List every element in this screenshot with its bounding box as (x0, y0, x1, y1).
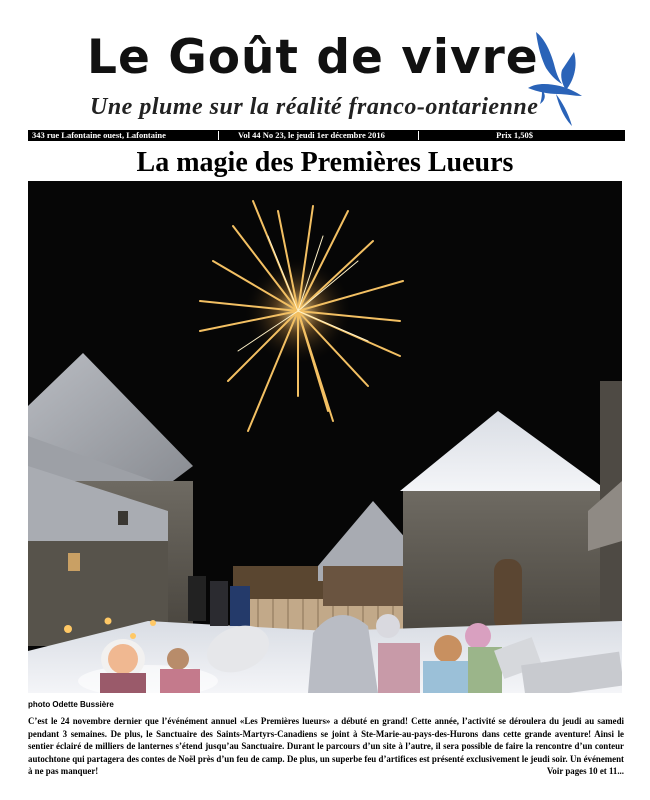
masthead (0, 0, 650, 130)
bird-icon (522, 30, 586, 128)
newspaper-title: Le Goût de vivre (87, 30, 539, 85)
issue-info-bar (28, 130, 625, 141)
address-text: 343 rue Lafontaine ouest, Lafontaine (32, 130, 166, 140)
newspaper-tagline: Une plume sur la réalité franco-ontarienne (90, 94, 539, 120)
see-pages-link[interactable]: Voir pages 10 et 11... (546, 766, 624, 777)
issue-text: Vol 44 No 23, le jeudi 1er décembre 2016 (238, 130, 385, 140)
article-text (28, 715, 624, 778)
photo-credit: photo Odette Bussière (28, 700, 114, 709)
divider (418, 131, 419, 140)
article-body: C’est le 24 novembre dernier que l’événément annuel «Les Premières lueurs» a débuté en grand! Cette année, l’activité se déroulera du jeudi au samedi pendant 3 semaines. De plus, le Sanctuaire des Saints-Martyrs-Canadiens se joint à Ste-Marie-au-pays-des-Hurons dans cette grande aventure! Ainsi le sentier éclairé de milliers de lanternes s’étend jusqu’au Sanctuaire. Durant le parcours d’un site à l’autre, il sera possible de faire la rencontre d’un conteur autochtone qui partagera des contes de Noël près d’un feu de camp. De plus, un superbe feu d’artifices est présenté exclusivement le jeudi soir. Un événement à ne pas manquer! (28, 716, 624, 777)
divider (218, 131, 219, 140)
price-text: Prix 1,50$ (496, 130, 533, 140)
front-page-photo (28, 181, 622, 693)
headline: La magie des Premières Lueurs (136, 147, 514, 178)
